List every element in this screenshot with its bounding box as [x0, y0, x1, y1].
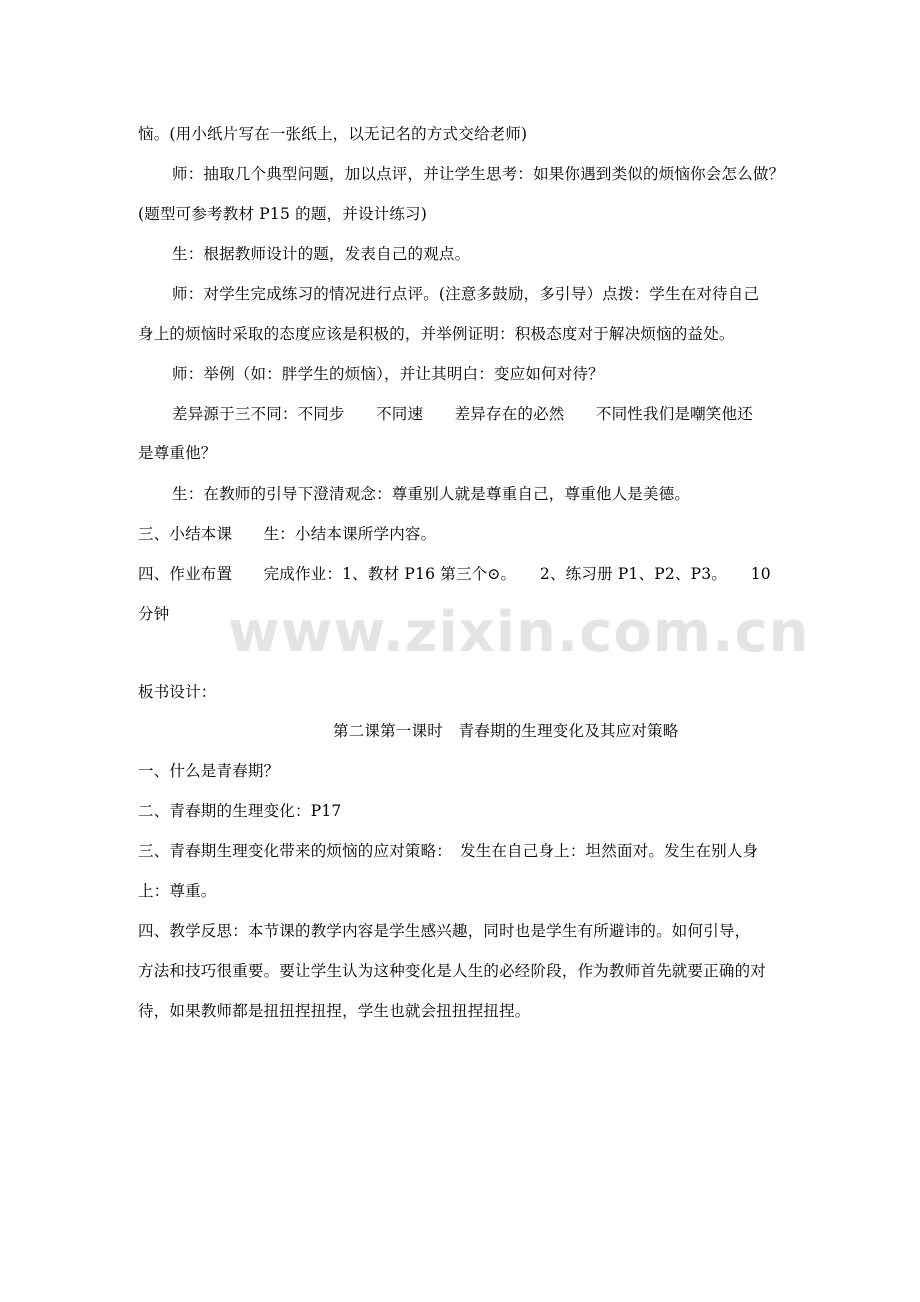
- section-heading: 三、小结本课 生：小结本课所学内容。: [138, 525, 437, 543]
- board-item: 二、青春期的生理变化：P17: [138, 802, 342, 820]
- watermark: www.zixin.com.cn: [228, 600, 810, 665]
- board-title: 第二课第一课时 青春期的生理变化及其应对策略: [333, 722, 679, 740]
- paragraph-line: 差异源于三不同：不同步 不同速 差异存在的必然 不同性我们是嘲笑他还: [172, 405, 753, 423]
- paragraph-line: 师：对学生完成练习的情况进行点评。(注意多鼓励，多引导）点拨：学生在对待自己: [172, 285, 760, 303]
- paragraph-line: 恼。(用小纸片写在一张纸上，以无记名的方式交给老师): [138, 125, 528, 143]
- paragraph-line: 师：抽取几个典型问题，加以点评，并让学生思考：如果你遇到类似的烦恼你会怎么做？: [172, 165, 785, 183]
- section-heading: 四、作业布置 完成作业：1、教材 P16 第三个⊙。 2、练习册 P1、P2、P3。 10: [138, 565, 771, 583]
- reflection-line: 待，如果教师都是扭扭捏扭捏，学生也就会扭扭捏扭捏。: [138, 1002, 531, 1020]
- board-item: 一、什么是青春期？: [138, 762, 280, 780]
- paragraph-line: 分钟: [138, 605, 170, 623]
- paragraph-line: (题型可参考教材 P15 的题，并设计练习): [138, 205, 428, 223]
- paragraph-line: 师：举例（如：胖学生的烦恼），并让其明白：变应如何对待？: [172, 365, 604, 383]
- paragraph-line: 身上的烦恼时采取的态度应该是积极的，并举例证明：积极态度对于解决烦恼的益处。: [138, 325, 735, 343]
- board-design-label: 板书设计：: [138, 683, 217, 701]
- paragraph-line: 是尊重他？: [138, 444, 217, 462]
- reflection-line: 四、教学反思：本节课的教学内容是学生感兴趣，同时也是学生有所避讳的。如何引导，: [138, 922, 751, 940]
- board-item: 三、青春期生理变化带来的烦恼的应对策略： 发生在自己身上：坦然面对。发生在别人身: [138, 842, 759, 860]
- paragraph-line: 生：根据教师设计的题，发表自己的观点。: [172, 245, 471, 263]
- reflection-line: 方法和技巧很重要。要让学生认为这种变化是人生的必经阶段，作为教师首先就要正确的对: [138, 962, 767, 980]
- paragraph-line: 生：在教师的引导下澄清观念：尊重别人就是尊重自己，尊重他人是美德。: [172, 485, 691, 503]
- board-item: 上：尊重。: [138, 882, 217, 900]
